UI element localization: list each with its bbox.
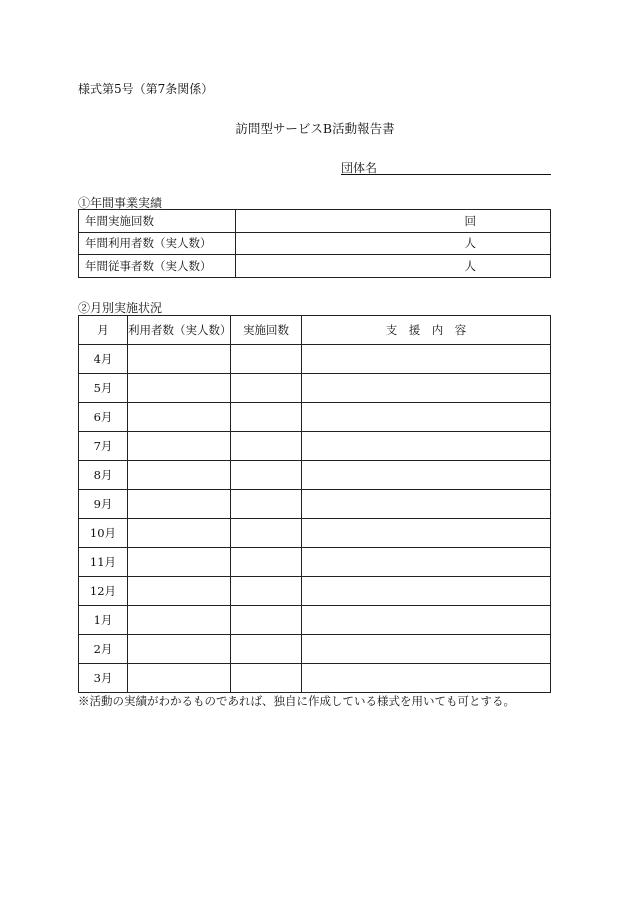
table-row xyxy=(79,374,551,403)
count-cell[interactable] xyxy=(231,606,302,635)
section2-title: ②月別実施状況 xyxy=(78,301,163,315)
users-cell[interactable] xyxy=(128,461,231,490)
count-cell[interactable] xyxy=(231,519,302,548)
support-cell[interactable] xyxy=(302,577,551,606)
support-cell[interactable] xyxy=(302,490,551,519)
month-cell: 12月 xyxy=(79,577,128,606)
header-users: 利用者数（実人数） xyxy=(128,316,231,345)
support-cell[interactable] xyxy=(302,345,551,374)
support-cell[interactable] xyxy=(302,374,551,403)
unit-label: 人 xyxy=(464,236,476,251)
month-cell: 3月 xyxy=(79,664,128,693)
count-cell[interactable] xyxy=(231,345,302,374)
table-row xyxy=(79,210,551,233)
users-cell[interactable] xyxy=(128,664,231,693)
users-cell[interactable] xyxy=(128,635,231,664)
support-cell[interactable] xyxy=(302,432,551,461)
count-cell[interactable] xyxy=(231,374,302,403)
value-cell[interactable] xyxy=(236,255,551,278)
footnote: ※活動の実績がわかるものであれば、独自に作成している様式を用いても可とする。 xyxy=(78,694,515,708)
annual-results-table xyxy=(78,209,551,278)
table-row xyxy=(79,519,551,548)
unit-label: 回 xyxy=(464,213,476,228)
table-row xyxy=(79,490,551,519)
support-cell[interactable] xyxy=(302,461,551,490)
header-count: 実施回数 xyxy=(231,316,302,345)
table-row xyxy=(79,432,551,461)
table-row xyxy=(79,255,551,278)
month-cell: 7月 xyxy=(79,432,128,461)
organization-label: 団体名 xyxy=(341,161,378,175)
table-row xyxy=(79,548,551,577)
users-cell[interactable] xyxy=(128,432,231,461)
month-cell: 5月 xyxy=(79,374,128,403)
header-row xyxy=(79,316,551,345)
table-row xyxy=(79,606,551,635)
count-cell[interactable] xyxy=(231,432,302,461)
unit-label: 人 xyxy=(464,258,476,273)
support-cell[interactable] xyxy=(302,606,551,635)
count-cell[interactable] xyxy=(231,577,302,606)
month-cell: 1月 xyxy=(79,606,128,635)
count-cell[interactable] xyxy=(231,403,302,432)
table-row xyxy=(79,403,551,432)
count-cell[interactable] xyxy=(231,548,302,577)
users-cell[interactable] xyxy=(128,403,231,432)
month-cell: 2月 xyxy=(79,635,128,664)
row-label: 年間実施回数 xyxy=(79,210,236,233)
count-cell[interactable] xyxy=(231,461,302,490)
document-title: 訪問型サービスB活動報告書 xyxy=(235,121,395,136)
section1-title: ①年間事業実績 xyxy=(78,196,163,210)
organization-name-field[interactable] xyxy=(341,157,551,175)
value-cell[interactable] xyxy=(236,210,551,233)
count-cell[interactable] xyxy=(231,490,302,519)
users-cell[interactable] xyxy=(128,577,231,606)
table-row xyxy=(79,345,551,374)
header-support: 支 援 内 容 xyxy=(302,316,551,345)
support-cell[interactable] xyxy=(302,548,551,577)
header-month: 月 xyxy=(79,316,128,345)
row-label: 年間利用者数（実人数） xyxy=(79,232,236,255)
support-cell[interactable] xyxy=(302,635,551,664)
users-cell[interactable] xyxy=(128,345,231,374)
users-cell[interactable] xyxy=(128,606,231,635)
row-label: 年間従事者数（実人数） xyxy=(79,255,236,278)
month-cell: 10月 xyxy=(79,519,128,548)
count-cell[interactable] xyxy=(231,635,302,664)
users-cell[interactable] xyxy=(128,490,231,519)
month-cell: 11月 xyxy=(79,548,128,577)
month-cell: 8月 xyxy=(79,461,128,490)
users-cell[interactable] xyxy=(128,519,231,548)
table-row xyxy=(79,461,551,490)
month-cell: 9月 xyxy=(79,490,128,519)
value-cell[interactable] xyxy=(236,232,551,255)
month-cell: 4月 xyxy=(79,345,128,374)
table-row xyxy=(79,635,551,664)
month-cell: 6月 xyxy=(79,403,128,432)
table-row xyxy=(79,232,551,255)
table-row xyxy=(79,664,551,693)
users-cell[interactable] xyxy=(128,374,231,403)
count-cell[interactable] xyxy=(231,664,302,693)
support-cell[interactable] xyxy=(302,664,551,693)
table-row xyxy=(79,577,551,606)
support-cell[interactable] xyxy=(302,403,551,432)
form-number: 様式第5号（第7条関係） xyxy=(78,82,214,96)
support-cell[interactable] xyxy=(302,519,551,548)
monthly-status-table xyxy=(78,315,551,693)
users-cell[interactable] xyxy=(128,548,231,577)
